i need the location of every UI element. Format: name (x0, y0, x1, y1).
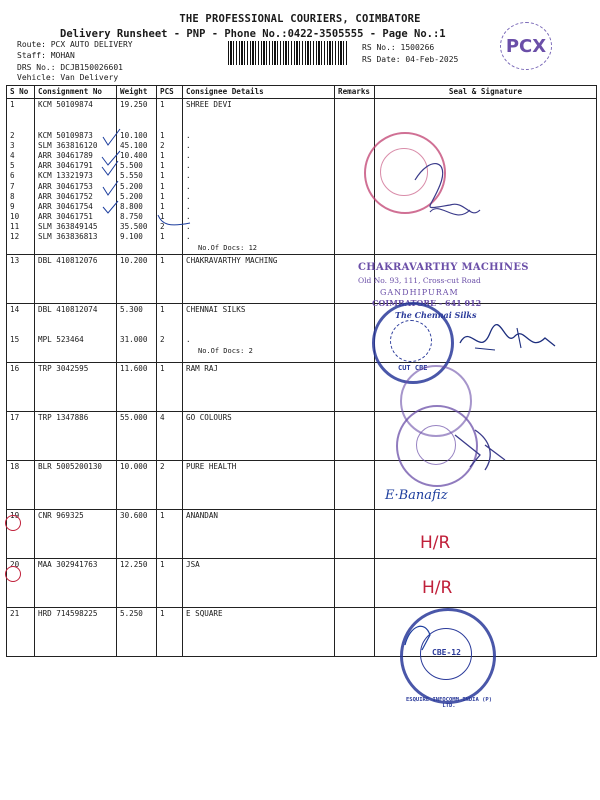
pcs-line: 1 (160, 304, 165, 314)
remarks-cell (335, 362, 375, 411)
weight-line (120, 325, 153, 335)
weight-cell (117, 303, 157, 362)
weight-line: 30.600 (120, 510, 148, 520)
cons-line: KCM 13321973 (38, 171, 93, 181)
seal-signature-cell (375, 509, 597, 558)
cons-line: ARR 30461752 (38, 191, 93, 201)
consignee-line: . (186, 140, 191, 150)
pcs-cell (157, 254, 183, 303)
remarks-cell (335, 558, 375, 607)
cons-line: MPL 523464 (38, 335, 84, 345)
weight-line: 10.000 (120, 461, 148, 471)
weight-line: 35.500 (120, 222, 148, 232)
weight-cell (117, 509, 157, 558)
pcs-cell (157, 607, 183, 656)
pcs-cell (157, 411, 183, 460)
pcs-line: 1 (160, 363, 165, 373)
col-pcs: PCS (157, 86, 183, 99)
consignee-line: . (186, 212, 191, 222)
consignee-cell (183, 254, 335, 303)
pcs-line: 1 (160, 130, 165, 140)
consignee-line: CHAKRAVARTHY MACHING (186, 255, 278, 265)
consignee-line: . (186, 232, 191, 242)
pcs-line: 1 (160, 212, 165, 222)
table-row (7, 607, 597, 656)
cons-line: ARR 30461789 (38, 150, 93, 160)
sno-cell (7, 411, 35, 460)
row21-signature (400, 615, 440, 655)
chennai-silks-stamp-text: The Chennai Silks (395, 310, 477, 320)
cons-line: SLM 363849145 (38, 222, 98, 232)
weight-line: 11.600 (120, 363, 148, 373)
consignee-cell (183, 558, 335, 607)
cons-line: HRD 714598225 (38, 608, 98, 618)
sno-line: 6 (10, 171, 15, 181)
cons-line: ARR 30461791 (38, 161, 93, 171)
rs-date: RS Date: 04-Feb-2025 (362, 55, 459, 64)
row19-remark: H/R (420, 533, 451, 553)
drs-label: DRS No.: DCJB150026601 (17, 63, 123, 72)
pcs-line: 2 (160, 140, 165, 150)
staff-label: Staff: MOHAN (17, 51, 75, 60)
weight-line: 5.250 (120, 608, 143, 618)
pcs-line: 1 (160, 100, 165, 109)
consignee-cell (183, 303, 335, 362)
sno-line (10, 325, 31, 335)
consignment-cell (35, 558, 117, 607)
table-row (7, 509, 597, 558)
pcs-line: 2 (160, 222, 165, 232)
pcs-line: 1 (160, 161, 165, 171)
route-label: Route: PCX AUTO DELIVERY (17, 40, 133, 49)
row17-signature (450, 425, 510, 475)
chakravarthy-stamp-line4: COIMBATORE - 641 012 (372, 298, 482, 308)
consignee-line (186, 325, 331, 335)
remarks-cell (335, 607, 375, 656)
weight-line (120, 315, 153, 325)
weight-line: 10.400 (120, 150, 148, 160)
runsheet-table (6, 85, 597, 657)
weight-line: 55.000 (120, 412, 148, 422)
consignment-cell (35, 509, 117, 558)
cons-line: DBL 410812076 (38, 255, 98, 265)
esquire-stamp-text: ESQUIRE INFOCOMM INDIA (P) LTD. (405, 697, 493, 709)
sno-line: 20 (10, 559, 20, 569)
col-sno: S No (7, 86, 35, 99)
pcs-line: 1 (160, 171, 165, 181)
consignee-line: . (186, 222, 191, 232)
consignee-line (186, 315, 331, 325)
consignee-cell (183, 362, 335, 411)
consignee-line: . (186, 150, 191, 160)
sno-line: 17 (10, 412, 20, 422)
table-row (7, 362, 597, 411)
pcs-line: 1 (160, 181, 165, 191)
weight-cell (117, 362, 157, 411)
row20-remark: H/R (422, 578, 453, 598)
sno-line: 1 (10, 100, 15, 109)
col-seal: Seal & Signature (375, 86, 597, 99)
consignee-cell (183, 607, 335, 656)
consignee-line: JSA (186, 559, 200, 569)
row20-circle-mark (5, 566, 21, 582)
consignment-cell (35, 254, 117, 303)
pcx-stamp-text: PCX (505, 35, 547, 57)
consignee-line: CHENNAI SILKS (186, 304, 246, 314)
row1-signature (410, 150, 490, 230)
sno-line: 9 (10, 201, 15, 211)
consignee-line: . (186, 335, 191, 345)
consignee-cell (183, 509, 335, 558)
sno-line (10, 120, 31, 130)
weight-line: 19.250 (120, 100, 148, 109)
chakravarthy-stamp-line2: Old No. 93, 111, Cross-cut Road (358, 276, 481, 285)
sno-line: 10 (10, 212, 20, 222)
sno-cell (7, 99, 35, 255)
pcs-line: 2 (160, 335, 165, 345)
row18-signature: E·Banafiz (385, 488, 448, 503)
pcs-line: 2 (160, 461, 165, 471)
rs-number: RS No.: 1500266 (362, 43, 435, 52)
esquire-stamp-code: CBE-12 (432, 648, 461, 657)
remarks-cell (335, 460, 375, 509)
col-consignment: Consignment No (35, 86, 117, 99)
seal-signature-cell (375, 558, 597, 607)
table-row (7, 99, 597, 255)
cons-line: DBL 410812074 (38, 304, 98, 314)
weight-line: 9.100 (120, 232, 143, 242)
weight-line: 45.100 (120, 140, 148, 150)
pcs-cell (157, 558, 183, 607)
company-title: THE PROFESSIONAL COURIERS, COIMBATORE (179, 13, 421, 25)
vehicle-label: Vehicle: Van Delivery (17, 73, 119, 82)
pcs-line (160, 325, 179, 335)
consignment-cell (35, 362, 117, 411)
consignee-line: . (186, 130, 191, 140)
sno-line: 14 (10, 304, 20, 314)
sno-line: 18 (10, 461, 20, 471)
remarks-cell (335, 411, 375, 460)
table-row (7, 558, 597, 607)
weight-cell (117, 460, 157, 509)
sno-line (10, 315, 31, 325)
weight-line: 5.550 (120, 171, 143, 181)
pcx-stamp (500, 22, 552, 70)
remarks-cell (335, 509, 375, 558)
weight-line: 5.500 (120, 161, 143, 171)
weight-line: 8.800 (120, 201, 143, 211)
consignee-cell (183, 99, 335, 255)
pcs-line: 1 (160, 559, 165, 569)
cons-line: MAA 302941763 (38, 559, 98, 569)
sno-line: 16 (10, 363, 20, 373)
consignee-line: RAM RAJ (186, 363, 219, 373)
cons-line: ARR 30461753 (38, 181, 93, 191)
cons-line: TRP 3042595 (38, 363, 89, 373)
col-consignee: Consignee Details (183, 86, 335, 99)
consignee-line: ANANDAN (186, 510, 219, 520)
pcs-line: 1 (160, 255, 165, 265)
row14-signature (455, 318, 565, 368)
sno-line: 11 (10, 222, 20, 232)
consignee-line: . (186, 171, 191, 181)
cons-line: ARR 30461754 (38, 201, 93, 211)
cons-line: TRP 1347886 (38, 412, 89, 422)
pcs-cell (157, 460, 183, 509)
consignee-cell (183, 460, 335, 509)
sno-cell (7, 460, 35, 509)
chennai-silks-stamp-inner (390, 320, 432, 362)
consignment-cell (35, 411, 117, 460)
pcs-line (160, 315, 179, 325)
col-remarks: Remarks (335, 86, 375, 99)
consignee-line: E SQUARE (186, 608, 223, 618)
weight-line: 10.100 (120, 130, 148, 140)
consignee-line (186, 110, 331, 120)
pcs-cell (157, 509, 183, 558)
row19-circle-mark (5, 515, 21, 531)
sno-line: 4 (10, 150, 15, 160)
cons-line: ARR 30461751 (38, 212, 93, 222)
weight-line: 12.250 (120, 559, 148, 569)
consignment-cell (35, 460, 117, 509)
remarks-cell (335, 303, 375, 362)
pcs-line: 1 (160, 608, 165, 618)
docs-count: No.Of Docs: 2 (198, 346, 253, 355)
sno-line: 13 (10, 255, 20, 265)
sno-cell (7, 303, 35, 362)
sno-line: 21 (10, 608, 20, 618)
weight-line: 8.750 (120, 212, 143, 222)
handwritten-ticks (100, 95, 200, 255)
cons-line: SLM 363816120 (38, 140, 98, 150)
pcs-line: 1 (160, 510, 165, 520)
pcs-cell (157, 303, 183, 362)
consignment-cell (35, 607, 117, 656)
sno-line: 3 (10, 140, 15, 150)
consignee-line: PURE HEALTH (186, 461, 237, 471)
consignee-line: . (186, 191, 191, 201)
pcs-cell (157, 362, 183, 411)
chakravarthy-stamp-line1: CHAKRAVARTHY MACHINES (358, 262, 529, 273)
cons-line: SLM 363836813 (38, 232, 98, 242)
consignment-cell (35, 303, 117, 362)
pcs-line: 1 (160, 191, 165, 201)
weight-cell (117, 411, 157, 460)
sno-line: 19 (10, 510, 20, 520)
weight-line: 31.000 (120, 335, 148, 345)
pcs-line: 4 (160, 412, 165, 422)
sno-cell (7, 607, 35, 656)
sno-line: 12 (10, 232, 20, 242)
sno-line (10, 110, 31, 120)
sno-line: 15 (10, 335, 20, 345)
weight-line: 5.200 (120, 181, 143, 191)
sno-line: 7 (10, 181, 15, 191)
sno-cell (7, 362, 35, 411)
cons-line: KCM 50109873 (38, 130, 93, 140)
consignee-line: SHREE DEVI (186, 100, 232, 109)
sno-line: 5 (10, 161, 15, 171)
chennai-silks-stamp-cut: CUT CBE (398, 364, 428, 372)
weight-cell (117, 607, 157, 656)
weight-cell (117, 558, 157, 607)
cons-line (38, 325, 113, 335)
cons-line: CNR 969325 (38, 510, 84, 520)
consignee-cell (183, 411, 335, 460)
chakravarthy-stamp-line3: GANDHIPURAM (380, 288, 459, 297)
docs-count: No.Of Docs: 12 (198, 243, 258, 252)
pcs-line: 1 (160, 150, 165, 160)
cons-line: BLR 5005200130 (38, 461, 103, 471)
weight-line: 5.300 (120, 304, 143, 314)
weight-line: 5.200 (120, 191, 143, 201)
sno-line: 2 (10, 130, 15, 140)
barcode (228, 41, 348, 65)
sno-line: 8 (10, 191, 15, 201)
cons-line (38, 315, 113, 325)
consignee-line: GO COLOURS (186, 412, 232, 422)
consignee-line: . (186, 161, 191, 171)
consignee-line: . (186, 181, 191, 191)
consignee-line: . (186, 201, 191, 211)
sno-cell (7, 254, 35, 303)
weight-cell (117, 254, 157, 303)
weight-line: 10.200 (120, 255, 148, 265)
cons-line: KCM 50109874 (38, 100, 93, 109)
pcs-line: 1 (160, 232, 165, 242)
runsheet-subtitle: Delivery Runsheet - PNP - Phone No.:0422-3505555 - Page No.:1 (60, 28, 446, 40)
col-weight: Weight (117, 86, 157, 99)
consignee-line (186, 120, 331, 130)
pcs-line: 1 (160, 201, 165, 211)
table-header-row (7, 86, 597, 99)
